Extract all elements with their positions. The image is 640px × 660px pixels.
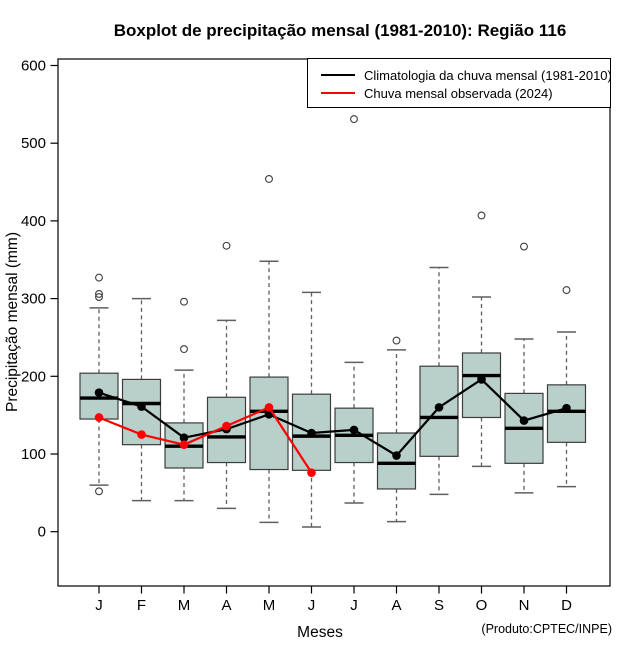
x-tick-label: A: [391, 597, 402, 614]
y-tick-label: 200: [20, 368, 46, 386]
legend-label: Climatologia da chuva mensal (1981-2010): [364, 67, 612, 83]
climatology-point: [95, 388, 104, 397]
y-tick-label: 600: [20, 57, 46, 75]
x-tick-label: O: [475, 597, 488, 614]
x-tick-label: N: [518, 597, 530, 614]
y-tick-label: 0: [37, 523, 46, 541]
legend-swatch: [321, 74, 355, 76]
climatology-point: [137, 402, 146, 411]
outlier-point: [223, 242, 230, 249]
climatology-point: [392, 451, 401, 460]
outlier-point: [181, 298, 188, 305]
outlier-point: [96, 488, 103, 495]
y-tick-label: 100: [20, 446, 46, 463]
outlier-point: [181, 346, 188, 353]
outlier-point: [563, 287, 570, 294]
x-axis-title: Meses: [297, 624, 343, 641]
x-tick-label: J: [307, 597, 316, 614]
legend: [307, 58, 611, 108]
outlier-point: [393, 337, 400, 344]
observed-point: [222, 422, 231, 431]
iqr-box: [548, 385, 586, 442]
observed-point: [307, 468, 316, 477]
legend-item-observed: [321, 84, 610, 102]
x-tick-label: J: [350, 597, 358, 614]
x-tick-label: M: [177, 597, 191, 614]
x-tick-label: S: [433, 597, 445, 614]
legend-swatch: [321, 92, 355, 94]
x-tick-label: A: [221, 597, 232, 614]
iqr-box: [250, 377, 288, 469]
y-tick-label: 400: [20, 212, 46, 230]
observed-point: [180, 440, 189, 449]
outlier-point: [478, 212, 485, 219]
outlier-point: [521, 243, 528, 250]
climatology-point: [520, 416, 529, 425]
climatology-point: [435, 403, 444, 412]
chart-title: Boxplot de precipitação mensal (1981-2010): Região 116: [113, 21, 567, 40]
climatology-point: [562, 404, 571, 413]
legend-item-climatology: [321, 66, 610, 84]
climatology-point: [350, 426, 359, 435]
climatology-point: [307, 429, 316, 438]
legend-label: Chuva mensal observada (2024): [364, 85, 553, 101]
observed-point: [265, 403, 274, 412]
outlier-point: [351, 116, 358, 123]
plot-frame: [58, 59, 610, 586]
product-note: (Produto:CPTEC/INPE): [481, 622, 612, 636]
observed-point: [137, 430, 146, 439]
outlier-point: [96, 274, 103, 281]
y-axis-title: Precipitação mensal (mm): [4, 231, 21, 413]
outlier-point: [266, 176, 273, 183]
iqr-box: [463, 353, 501, 417]
y-tick-label: 300: [20, 290, 46, 308]
x-tick-label: D: [561, 597, 572, 614]
x-tick-label: M: [262, 597, 276, 614]
climatology-point: [477, 375, 486, 384]
x-tick-label: J: [95, 597, 103, 614]
observed-point: [95, 413, 104, 422]
y-tick-label: 500: [20, 135, 46, 153]
x-tick-label: F: [136, 597, 147, 614]
